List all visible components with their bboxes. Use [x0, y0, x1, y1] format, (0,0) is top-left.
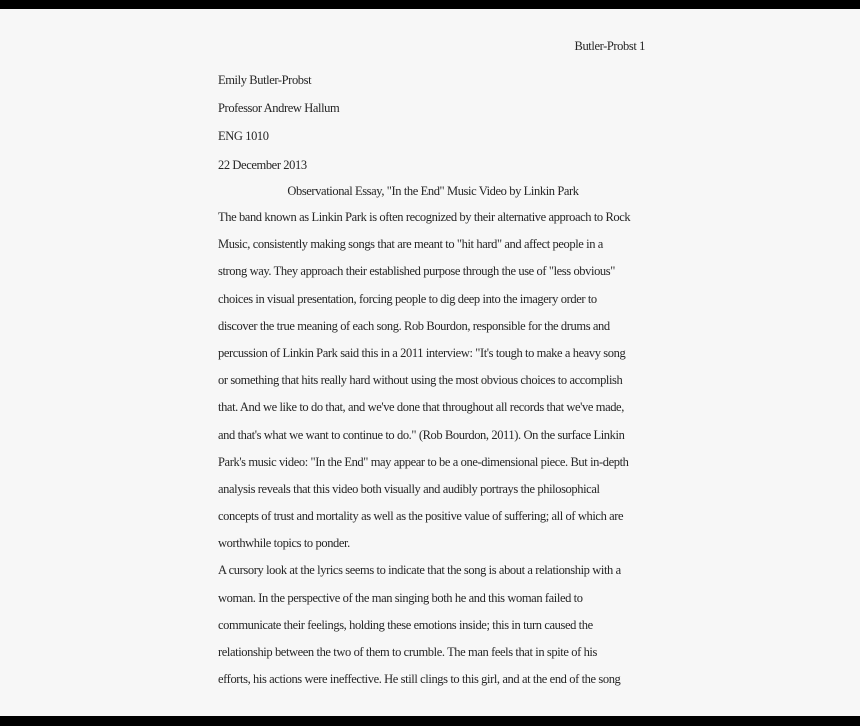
essay-line: relationship between the two of them to crumble. The man feels that in spite of his: [218, 645, 597, 659]
mla-heading-block: [218, 66, 658, 179]
essay-line: The band known as Linkin Park is often recognized by their alternative approach to Rock: [218, 210, 631, 224]
essay-line: that. And we like to do that, and we've done that throughout all records that we've made,: [218, 400, 624, 415]
essay-line: efforts, his actions were ineffective. He still clings to this girl, and at the end of the song: [218, 672, 621, 687]
essay-title: Observational Essay, "In the End" Music Video by Linkin Park: [287, 184, 579, 198]
letterbox-bottom-bar: [0, 716, 860, 726]
essay-line: or something that hits really hard without using the most obvious choices to accomplish: [218, 373, 623, 388]
essay-line: woman. In the perspective of the man singing both he and this woman failed to: [218, 590, 583, 605]
essay-line: Park's music video: "In the End" may appear to be a one-dimensional piece. But in-depth: [218, 454, 629, 469]
essay-line: analysis reveals that this video both visually and audibly portrays the philosophical: [218, 481, 600, 496]
letterbox-top-bar: [0, 0, 860, 9]
essay-line: worthwhile topics to ponder.: [218, 536, 350, 551]
essay-line: Music, consistently making songs that are meant to "hit hard" and affect people in a: [218, 237, 603, 252]
course-number-line: ENG 1010: [218, 129, 269, 144]
essay-line: percussion of Linkin Park said this in a 2011 interview: "It's tough to make a heavy song: [218, 345, 626, 360]
date-line: 22 December 2013: [218, 157, 307, 172]
essay-line: concepts of trust and mortality as well as the positive value of suffering; all of which are: [218, 509, 624, 524]
essay-line: communicate their feelings, holding these emotions inside; this in turn caused the: [218, 617, 593, 632]
professor-name-line: Professor Andrew Hallum: [218, 101, 340, 116]
running-header: Butler-Probst 1: [574, 39, 645, 53]
essay-line: and that's what we want to continue to do." (Rob Bourdon, 2011). On the surface Linkin: [218, 427, 625, 442]
essay-line: strong way. They approach their established purpose through the use of "less obvious": [218, 264, 615, 279]
author-name-line: Emily Butler-Probst: [218, 73, 312, 87]
essay-body: [218, 204, 658, 693]
essay-line: discover the true meaning of each song. Rob Bourdon, responsible for the drums and: [218, 318, 610, 333]
essay-line: choices in visual presentation, forcing people to dig deep into the imagery order to: [218, 291, 597, 306]
essay-line: A cursory look at the lyrics seems to indicate that the song is about a relationship with a: [218, 563, 621, 578]
